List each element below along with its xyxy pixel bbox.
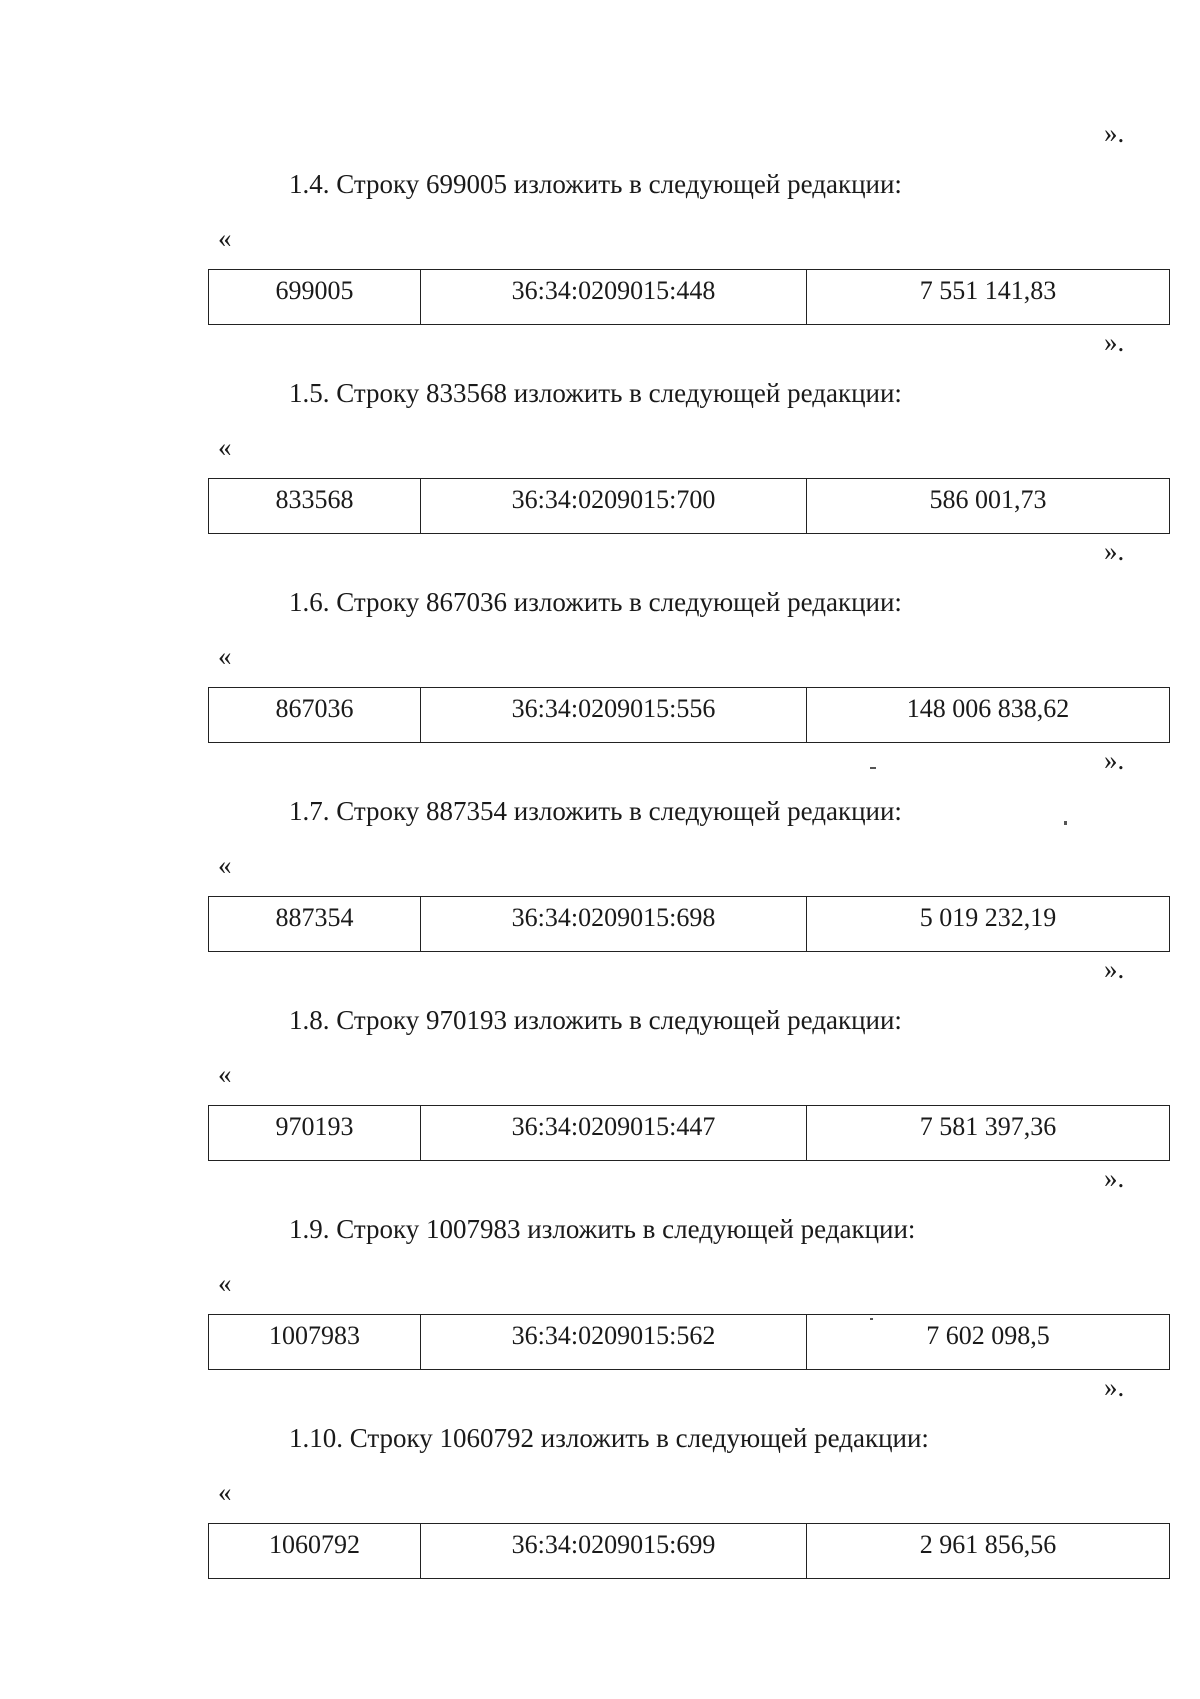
row-number-cell: 699005 [209,270,421,325]
value-cell: 5 019 232,19 [807,897,1170,952]
replacement-row-table [208,896,1170,952]
section-heading-1-7: 1.7. Строку 887354 изложить в следующей редакции: [289,796,902,826]
replacement-row-table [208,1523,1170,1579]
cadastral-number-cell: 36:34:0209015:699 [421,1524,807,1579]
value-cell: 586 001,73 [807,479,1170,534]
opening-quote: « [218,223,232,253]
table-row [209,897,1170,952]
value-cell: 2 961 856,56 [807,1524,1170,1579]
cadastral-number-cell: 36:34:0209015:447 [421,1106,807,1161]
replacement-row-table [208,1314,1170,1370]
scan-speck [870,767,876,769]
opening-quote: « [218,641,232,671]
value-cell: 148 006 838,62 [807,688,1170,743]
closing-quote: ». [1104,1372,1125,1402]
row-number-cell: 867036 [209,688,421,743]
section-heading-1-5: 1.5. Строку 833568 изложить в следующей редакции: [289,378,902,408]
row-number-cell: 970193 [209,1106,421,1161]
row-number-cell: 887354 [209,897,421,952]
opening-quote: « [218,1268,232,1298]
replacement-row-table [208,687,1170,743]
table-row [209,270,1170,325]
replacement-row-table [208,269,1170,325]
row-number-cell: 1060792 [209,1524,421,1579]
table-row [209,1315,1170,1370]
closing-quote: ». [1104,536,1125,566]
section-heading-1-10: 1.10. Строку 1060792 изложить в следующей редакции: [289,1423,929,1453]
cadastral-number-cell: 36:34:0209015:448 [421,270,807,325]
replacement-row-table [208,478,1170,534]
table-row [209,1524,1170,1579]
cadastral-number-cell: 36:34:0209015:562 [421,1315,807,1370]
opening-quote: « [218,850,232,880]
table-row [209,479,1170,534]
closing-quote: ». [1104,954,1125,984]
section-heading-1-6: 1.6. Строку 867036 изложить в следующей редакции: [289,587,902,617]
cadastral-number-cell: 36:34:0209015:556 [421,688,807,743]
value-cell: 7 551 141,83 [807,270,1170,325]
scan-speck [1064,821,1067,825]
table-row [209,1106,1170,1161]
section-heading-1-4: 1.4. Строку 699005 изложить в следующей редакции: [289,169,902,199]
opening-quote: « [218,1477,232,1507]
section-heading-1-8: 1.8. Строку 970193 изложить в следующей редакции: [289,1005,902,1035]
scan-speck [870,1318,873,1320]
row-number-cell: 833568 [209,479,421,534]
cadastral-number-cell: 36:34:0209015:698 [421,897,807,952]
closing-quote: ». [1104,327,1125,357]
closing-quote: ». [1104,1163,1125,1193]
closing-quote-top: ». [1104,118,1125,148]
opening-quote: « [218,432,232,462]
table-row [209,688,1170,743]
replacement-row-table [208,1105,1170,1161]
closing-quote: ». [1104,745,1125,775]
row-number-cell: 1007983 [209,1315,421,1370]
value-cell: 7 602 098,5 [807,1315,1170,1370]
cadastral-number-cell: 36:34:0209015:700 [421,479,807,534]
section-heading-1-9: 1.9. Строку 1007983 изложить в следующей редакции: [289,1214,916,1244]
value-cell: 7 581 397,36 [807,1106,1170,1161]
opening-quote: « [218,1059,232,1089]
